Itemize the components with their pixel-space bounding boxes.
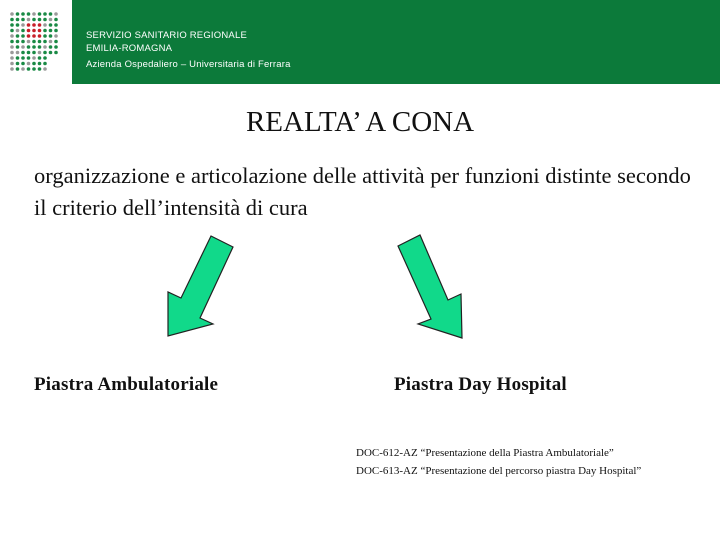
- doc-reference-613: DOC-613-AZ “Presentazione del percorso piastra Day Hospital”: [356, 465, 642, 477]
- arrow-down-right-icon: [398, 235, 462, 338]
- header-line-3: Azienda Ospedaliero – Universitaria di Ferrara: [86, 59, 291, 70]
- label-piastra-ambulatoriale: Piastra Ambulatoriale: [34, 374, 219, 395]
- slide-subtitle: organizzazione e articolazione delle attività per funzioni distinte secondo il criterio dell’intensità di cura: [34, 163, 691, 220]
- doc-reference-612: DOC-612-AZ “Presentazione della Piastra Ambulatoriale”: [356, 447, 614, 459]
- header-line-1: SERVIZIO SANITARIO REGIONALE: [86, 30, 247, 41]
- arrow-down-left-icon: [168, 236, 233, 336]
- header-line-2: EMILIA-ROMAGNA: [86, 43, 173, 54]
- slide-title: REALTA’ A CONA: [245, 106, 475, 138]
- label-piastra-day-hospital: Piastra Day Hospital: [394, 374, 567, 395]
